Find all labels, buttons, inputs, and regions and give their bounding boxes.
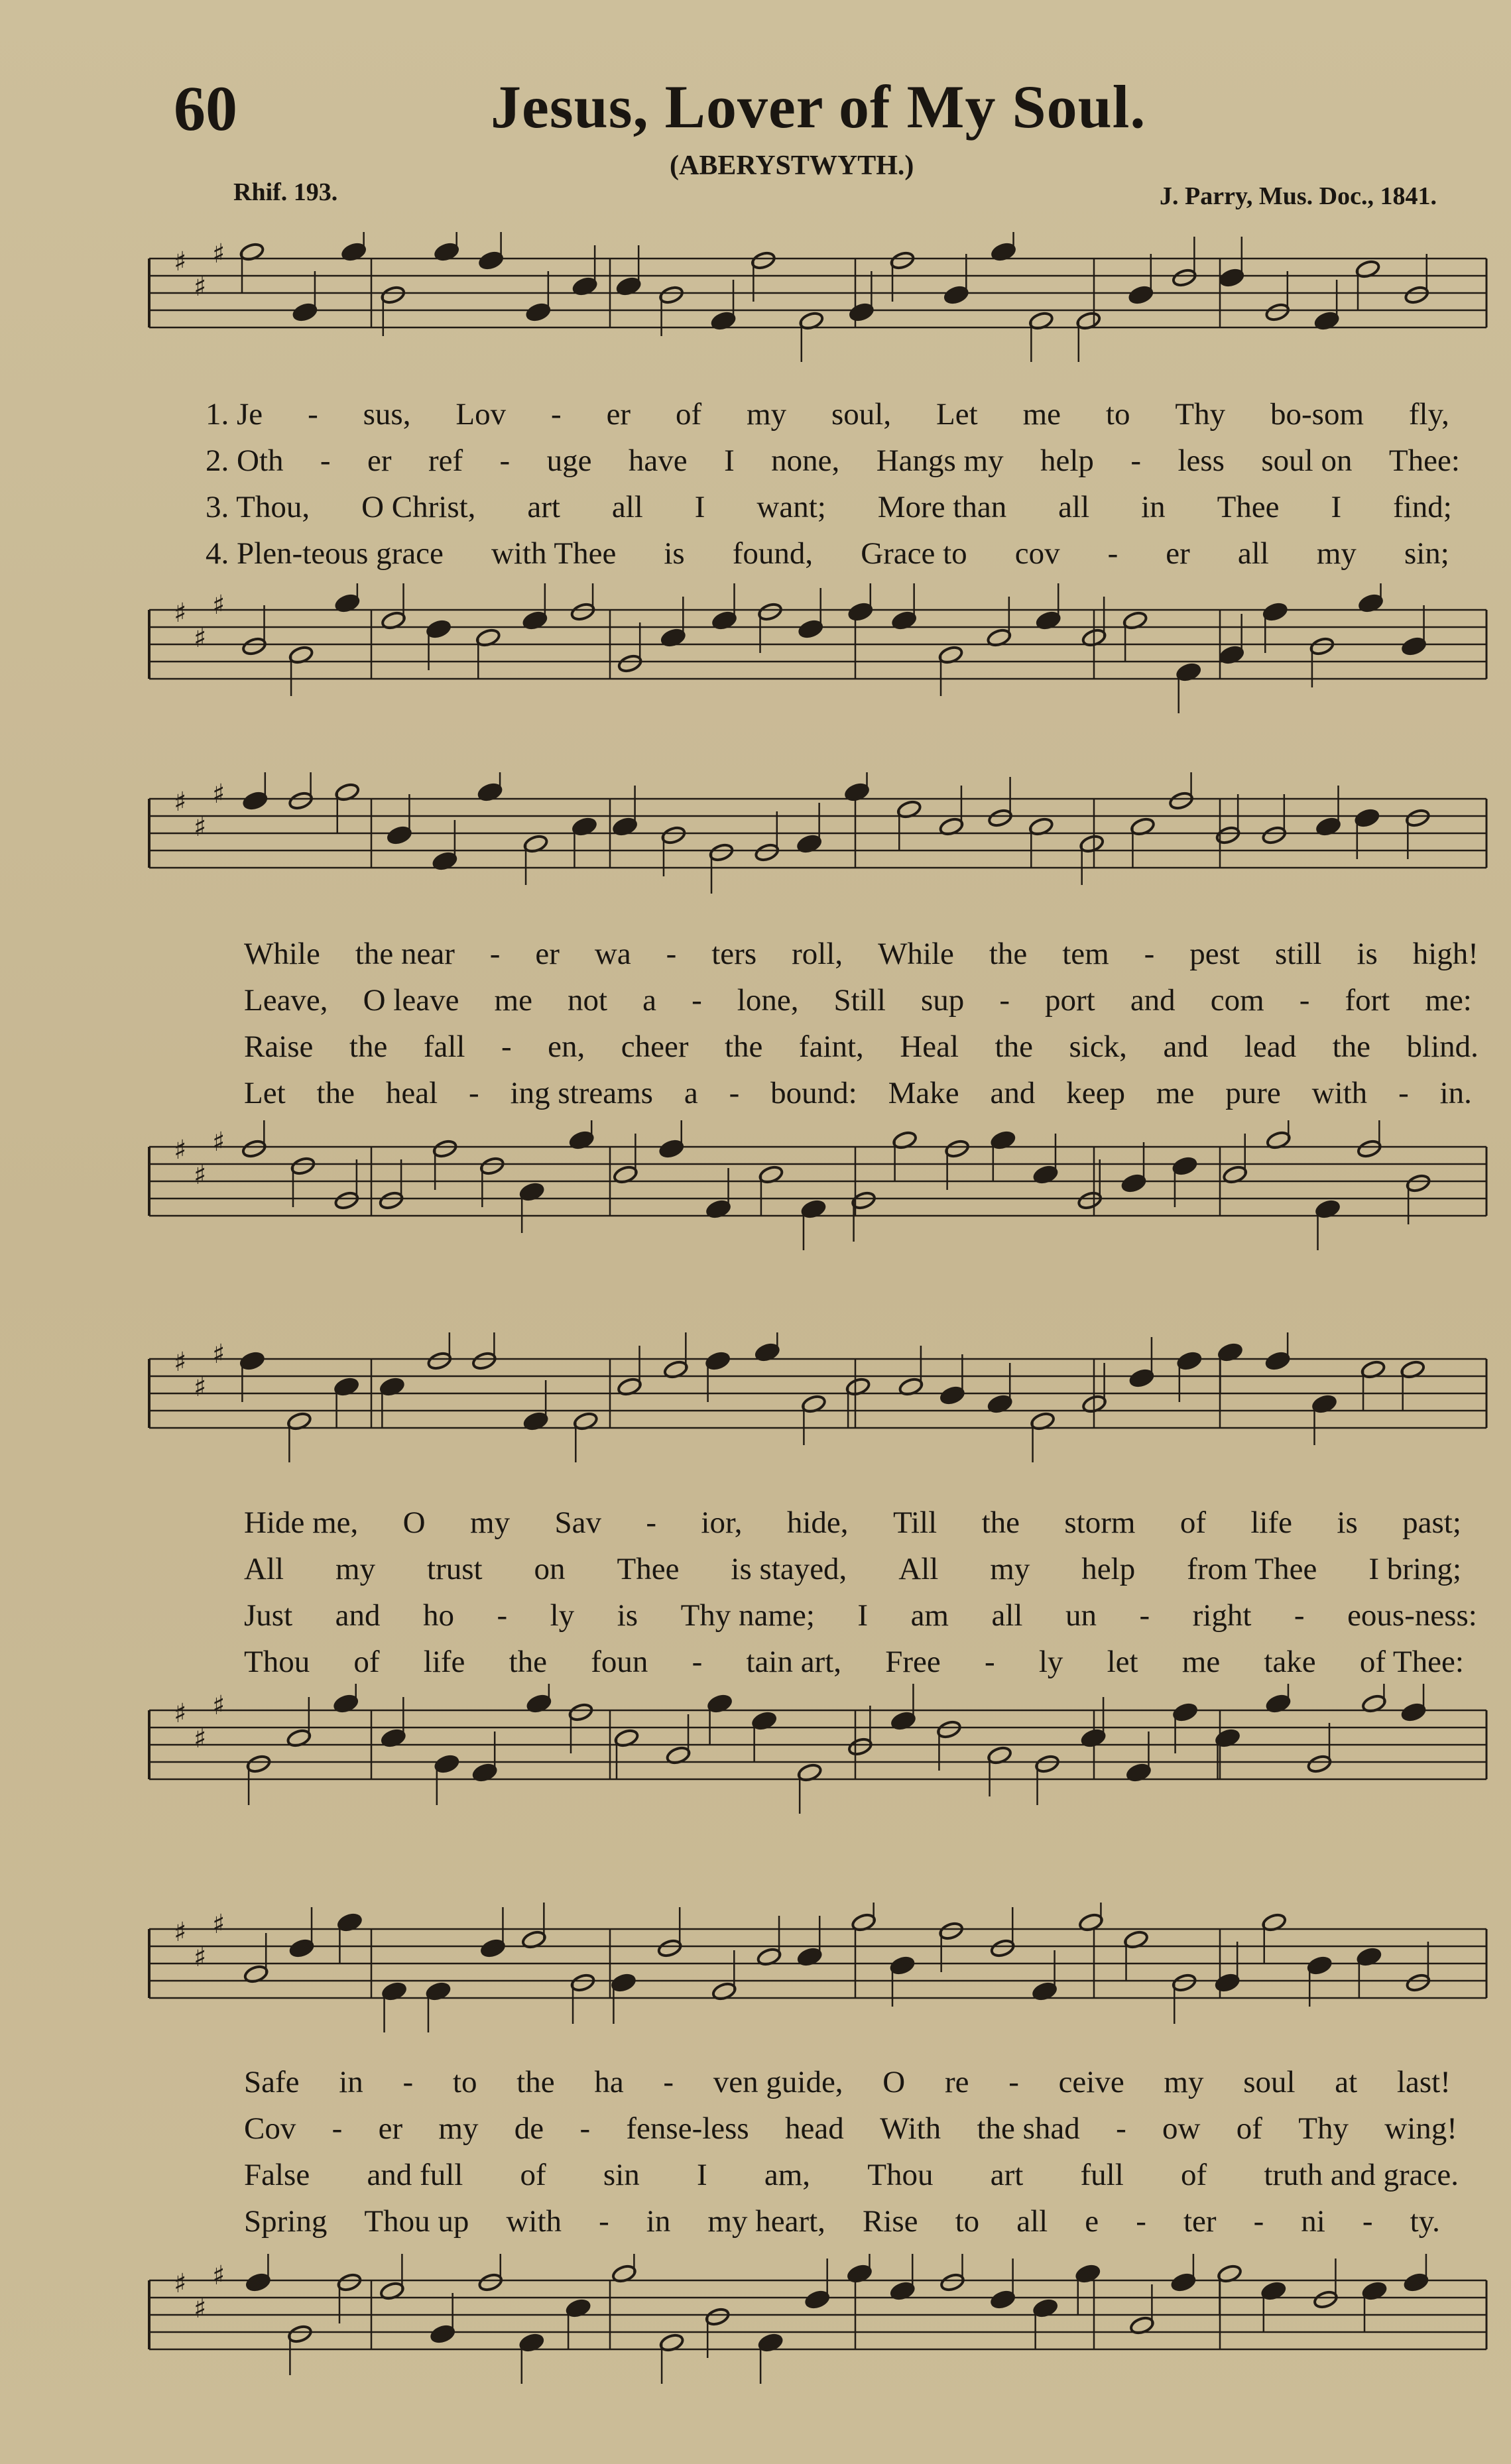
note-heads bbox=[239, 1332, 1425, 1462]
lyric-syllable: - bbox=[501, 1029, 512, 1064]
lyric-syllable: all bbox=[1058, 490, 1090, 524]
bass-staff-3 bbox=[0, 1684, 1511, 1876]
hymn-title: Jesus, Lover of My Soul. bbox=[491, 73, 1146, 141]
lyric-syllable: While bbox=[244, 937, 320, 971]
lyric-syllable: ni bbox=[1301, 2204, 1325, 2239]
lyric-syllable: is stayed, bbox=[731, 1552, 847, 1586]
lyric-syllable: re bbox=[944, 2065, 969, 2099]
staff-lines bbox=[149, 1929, 1486, 1998]
lyric-line-2-4 bbox=[244, 1075, 1472, 1111]
lyric-syllable: sin bbox=[603, 2158, 640, 2192]
lyric-syllable: Grace to bbox=[861, 536, 967, 571]
lyric-syllable: pest bbox=[1189, 937, 1240, 971]
svg-text:♯: ♯ bbox=[212, 590, 225, 620]
lyric-syllable: the bbox=[516, 2065, 555, 2099]
lyric-syllable: right bbox=[1192, 1598, 1252, 1633]
lyric-syllable: - bbox=[999, 983, 1010, 1018]
lyric-syllable: Lov bbox=[455, 397, 507, 432]
lyric-syllable: - bbox=[402, 2065, 414, 2099]
lyric-syllable: a bbox=[642, 983, 656, 1018]
note-heads bbox=[246, 1684, 1427, 1814]
lyric-syllable: False bbox=[244, 2158, 310, 2192]
note-heads bbox=[243, 1903, 1431, 2032]
lyric-syllable: me bbox=[1022, 397, 1061, 432]
lyric-syllable: Just bbox=[244, 1598, 293, 1633]
lyric-syllable: the bbox=[1332, 1029, 1371, 1064]
lyric-syllable: the shad bbox=[977, 2111, 1080, 2146]
lyric-syllable: ly bbox=[1038, 1645, 1063, 1679]
lyric-syllable: - bbox=[1130, 443, 1142, 478]
svg-text:♯: ♯ bbox=[194, 2294, 207, 2324]
lyric-syllable: roll, bbox=[792, 937, 843, 971]
lyric-syllable: to bbox=[955, 2204, 980, 2239]
note-heads bbox=[245, 2254, 1429, 2384]
lyric-syllable: of bbox=[1179, 1505, 1206, 1540]
lyric-syllable: Thee bbox=[617, 1552, 680, 1586]
lyric-syllable: I bbox=[1331, 490, 1342, 524]
lyric-syllable: art bbox=[527, 490, 560, 524]
lyric-syllable: Thy bbox=[1175, 397, 1226, 432]
lyric-syllable: heal bbox=[385, 1076, 438, 1110]
lyric-syllable: and bbox=[335, 1598, 381, 1633]
lyric-line-3-3 bbox=[244, 1598, 1477, 1633]
lyric-syllable: - bbox=[1253, 2204, 1264, 2239]
lyric-syllable: sick, bbox=[1069, 1029, 1127, 1064]
lyric-syllable: and bbox=[990, 1076, 1036, 1110]
lyric-syllable: less bbox=[1178, 443, 1225, 478]
lyric-syllable: and bbox=[1130, 983, 1176, 1018]
lyric-syllable: the bbox=[316, 1076, 355, 1110]
lyric-syllable: - bbox=[1398, 1076, 1409, 1110]
lyric-syllable: O bbox=[882, 2065, 906, 2099]
lyric-syllable: the bbox=[995, 1029, 1033, 1064]
svg-text:♯: ♯ bbox=[194, 1160, 207, 1191]
lyric-syllable: lead bbox=[1244, 1029, 1297, 1064]
lyric-syllable: - bbox=[1136, 2204, 1146, 2239]
lyric-syllable: er bbox=[367, 443, 392, 478]
lyric-syllable: in bbox=[646, 2204, 671, 2239]
lyric-syllable: - bbox=[663, 2065, 674, 2099]
svg-text:♯: ♯ bbox=[174, 787, 187, 817]
lyric-syllable: Thee bbox=[1217, 490, 1280, 524]
lyric-syllable: - bbox=[1008, 2065, 1019, 2099]
lyric-syllable: find; bbox=[1393, 490, 1452, 524]
lyric-syllable: fall bbox=[423, 1029, 465, 1064]
lyric-syllable: at bbox=[1335, 2065, 1358, 2099]
lyric-syllable: ing streams bbox=[510, 1076, 653, 1110]
lyric-syllable: help bbox=[1040, 443, 1094, 478]
lyric-syllable: and bbox=[1163, 1029, 1209, 1064]
lyric-syllable: to bbox=[1105, 397, 1130, 432]
lyric-syllable: Hide me, bbox=[244, 1505, 359, 1540]
lyric-syllable: and full bbox=[367, 2158, 463, 2192]
lyric-syllable: me bbox=[1156, 1076, 1195, 1110]
lyric-syllable: I bring; bbox=[1368, 1552, 1461, 1586]
lyric-syllable: Free bbox=[885, 1645, 941, 1679]
lyric-line-4-2 bbox=[244, 2111, 1457, 2146]
lyric-syllable: er bbox=[378, 2111, 403, 2146]
lyric-syllable: ior, bbox=[701, 1505, 743, 1540]
staff-lines bbox=[149, 610, 1486, 679]
lyric-syllable: Thee: bbox=[1388, 443, 1460, 478]
lyric-syllable: com bbox=[1210, 983, 1264, 1018]
note-heads bbox=[241, 583, 1427, 713]
lyric-syllable: is bbox=[617, 1598, 638, 1633]
lyric-syllable: - bbox=[1116, 2111, 1126, 2146]
lyric-syllable: my bbox=[1316, 536, 1357, 571]
lyric-line-2-2 bbox=[244, 982, 1472, 1018]
lyric-syllable: to bbox=[452, 2065, 477, 2099]
lyric-syllable: I bbox=[857, 1598, 869, 1633]
lyric-syllable: - bbox=[1362, 2204, 1373, 2239]
lyric-syllable: I bbox=[697, 2158, 707, 2192]
svg-text:♯: ♯ bbox=[174, 1698, 187, 1729]
lyric-syllable: ty. bbox=[1410, 2204, 1440, 2239]
lyric-syllable: O Christ, bbox=[361, 490, 476, 524]
lyric-syllable: O leave bbox=[363, 983, 459, 1018]
lyric-syllable: Thy name; bbox=[680, 1598, 815, 1633]
lyric-line-1-4 bbox=[206, 536, 1449, 571]
lyric-syllable: All bbox=[898, 1552, 939, 1586]
lyric-syllable: - bbox=[692, 983, 702, 1018]
lyric-syllable: Hangs my bbox=[876, 443, 1004, 478]
lyric-syllable: of bbox=[520, 2158, 546, 2192]
svg-text:♯: ♯ bbox=[194, 812, 207, 843]
bass-staff-1 bbox=[0, 583, 1511, 736]
lyric-syllable: - bbox=[499, 443, 511, 478]
lyric-syllable: past; bbox=[1402, 1505, 1461, 1540]
treble-staff-2 bbox=[0, 772, 1511, 925]
lyric-syllable: the bbox=[981, 1505, 1020, 1540]
lyric-syllable: ow bbox=[1162, 2111, 1201, 2146]
lyric-syllable: take bbox=[1264, 1645, 1316, 1679]
lyric-syllable: - bbox=[692, 1645, 703, 1679]
lyric-syllable: uge bbox=[546, 443, 592, 478]
lyric-syllable: a bbox=[684, 1076, 698, 1110]
lyric-syllable: soul, bbox=[831, 397, 892, 432]
lyric-syllable: Thou bbox=[867, 2158, 934, 2192]
lyric-syllable: all bbox=[1237, 536, 1269, 571]
svg-text:♯: ♯ bbox=[212, 239, 225, 269]
lyric-syllable: is bbox=[664, 536, 685, 571]
lyric-syllable: Let bbox=[936, 397, 978, 432]
lyric-syllable: my bbox=[438, 2111, 479, 2146]
lyric-syllable: with Thee bbox=[491, 536, 617, 571]
svg-text:♯: ♯ bbox=[212, 779, 225, 809]
lyric-syllable: O bbox=[402, 1505, 426, 1540]
lyric-syllable: ha bbox=[594, 2065, 624, 2099]
lyric-syllable: Sav bbox=[554, 1505, 601, 1540]
lyric-syllable: not bbox=[568, 983, 608, 1018]
lyric-syllable: my bbox=[470, 1505, 511, 1540]
lyric-syllable: me bbox=[494, 983, 532, 1018]
lyric-syllable: of bbox=[1181, 2158, 1207, 2192]
lyric-syllable: the near bbox=[355, 937, 455, 971]
note-heads bbox=[239, 232, 1430, 362]
svg-text:♯: ♯ bbox=[194, 1942, 207, 1973]
lyric-syllable: - bbox=[551, 397, 562, 432]
lyric-syllable: hide, bbox=[786, 1505, 849, 1540]
lyric-line-3-2 bbox=[244, 1551, 1461, 1587]
lyric-syllable: - bbox=[646, 1505, 657, 1540]
lyric-syllable: let bbox=[1107, 1645, 1138, 1679]
svg-text:♯: ♯ bbox=[174, 598, 187, 628]
lyric-syllable: wing! bbox=[1384, 2111, 1457, 2146]
lyric-syllable: - bbox=[469, 1076, 479, 1110]
treble-staff-4 bbox=[0, 1903, 1511, 2062]
lyric-syllable: foun bbox=[591, 1645, 648, 1679]
composer-credit: J. Parry, Mus. Doc., 1841. bbox=[1160, 182, 1437, 210]
lyric-syllable: - bbox=[1294, 1598, 1305, 1633]
lyric-syllable: am, bbox=[764, 2158, 811, 2192]
lyric-syllable: the bbox=[509, 1645, 548, 1679]
lyric-syllable: e bbox=[1085, 2204, 1099, 2239]
lyric-syllable: all bbox=[991, 1598, 1023, 1633]
lyric-syllable: high! bbox=[1412, 937, 1479, 971]
lyric-syllable: with bbox=[506, 2204, 562, 2239]
lyric-syllable: my bbox=[747, 397, 787, 432]
lyric-syllable: on bbox=[534, 1552, 566, 1586]
svg-text:♯: ♯ bbox=[212, 1690, 225, 1721]
lyric-syllable: life bbox=[423, 1645, 465, 1679]
lyric-syllable: of bbox=[1236, 2111, 1262, 2146]
lyric-syllable: Thy bbox=[1298, 2111, 1349, 2146]
lyric-syllable: All bbox=[244, 1552, 284, 1586]
lyric-syllable: trust bbox=[427, 1552, 483, 1586]
lyric-syllable: keep bbox=[1066, 1076, 1126, 1110]
lyric-syllable: - bbox=[579, 2111, 591, 2146]
lyric-syllable: the bbox=[349, 1029, 388, 1064]
bass-staff-4 bbox=[0, 2254, 1511, 2426]
svg-text:♯: ♯ bbox=[212, 1339, 225, 1370]
lyric-syllable: Still bbox=[833, 983, 886, 1018]
hymn-number: 60 bbox=[174, 73, 237, 144]
staff-lines bbox=[149, 2280, 1486, 2349]
lyric-syllable: - bbox=[489, 937, 501, 971]
lyric-syllable: lone, bbox=[737, 983, 799, 1018]
lyric-syllable: - bbox=[1139, 1598, 1150, 1633]
lyric-line-4-1 bbox=[244, 2064, 1451, 2100]
lyric-syllable: tem bbox=[1062, 937, 1109, 971]
lyric-syllable: Safe bbox=[244, 2065, 300, 2099]
lyric-syllable: bo-som bbox=[1270, 397, 1364, 432]
lyric-syllable: the bbox=[725, 1029, 763, 1064]
lyric-syllable: - bbox=[984, 1645, 995, 1679]
lyric-syllable: - bbox=[308, 397, 318, 432]
lyric-syllable: cheer bbox=[621, 1029, 689, 1064]
lyric-syllable: Thou bbox=[244, 1645, 310, 1679]
lyric-syllable: - bbox=[729, 1076, 740, 1110]
lyric-syllable: with bbox=[1311, 1076, 1368, 1110]
lyric-syllable: With bbox=[880, 2111, 941, 2146]
lyric-syllable: my bbox=[1164, 2065, 1204, 2099]
lyric-syllable: ceive bbox=[1058, 2065, 1124, 2099]
svg-text:♯: ♯ bbox=[174, 1347, 187, 1378]
lyric-syllable: all bbox=[611, 490, 643, 524]
lyric-syllable: - bbox=[599, 2204, 609, 2239]
meter-reference: Rhif. 193. bbox=[233, 178, 338, 206]
lyric-syllable: Heal bbox=[900, 1029, 959, 1064]
lyric-syllable: is bbox=[1357, 937, 1378, 971]
lyric-syllable: still bbox=[1274, 937, 1322, 971]
lyric-syllable: - bbox=[497, 1598, 508, 1633]
lyric-syllable: I bbox=[724, 443, 735, 478]
lyric-syllable: my bbox=[990, 1552, 1030, 1586]
note-heads bbox=[241, 1120, 1431, 1250]
lyric-syllable: - bbox=[1299, 983, 1310, 1018]
lyric-syllable: truth and grace. bbox=[1264, 2158, 1459, 2192]
lyric-syllable: - bbox=[320, 443, 331, 478]
svg-text:♯: ♯ bbox=[174, 247, 187, 277]
lyric-syllable: help bbox=[1081, 1552, 1136, 1586]
lyric-syllable: art bbox=[990, 2158, 1024, 2192]
treble-staff-1 bbox=[0, 232, 1511, 378]
lyric-line-2-3 bbox=[244, 1029, 1479, 1065]
lyric-syllable: found, bbox=[732, 536, 814, 571]
lyric-syllable: soul bbox=[1243, 2065, 1296, 2099]
lyric-syllable: cov bbox=[1014, 536, 1060, 571]
lyric-syllable: from Thee bbox=[1187, 1552, 1317, 1586]
lyric-syllable: - bbox=[1144, 937, 1155, 971]
lyric-line-1-1 bbox=[206, 396, 1449, 432]
lyric-syllable: bound: bbox=[770, 1076, 857, 1110]
lyric-syllable: full bbox=[1080, 2158, 1124, 2192]
lyric-syllable: More than bbox=[877, 490, 1007, 524]
lyric-syllable: port bbox=[1045, 983, 1095, 1018]
lyric-syllable: in bbox=[1141, 490, 1166, 524]
lyric-line-1-3 bbox=[206, 489, 1452, 525]
lyric-syllable: fense-less bbox=[626, 2111, 749, 2146]
lyric-syllable: my heart, bbox=[707, 2204, 825, 2239]
lyric-syllable: fly, bbox=[1408, 397, 1449, 432]
lyric-syllable: Thou up bbox=[364, 2204, 469, 2239]
lyric-syllable: 1. Je bbox=[206, 397, 263, 432]
lyric-syllable: me bbox=[1181, 1645, 1221, 1679]
lyric-syllable: de bbox=[514, 2111, 544, 2146]
svg-text:♯: ♯ bbox=[212, 1127, 225, 1157]
lyric-syllable: er bbox=[606, 397, 631, 432]
lyric-syllable: the bbox=[989, 937, 1028, 971]
treble-staff-3 bbox=[0, 1332, 1511, 1492]
lyric-syllable: Let bbox=[244, 1076, 286, 1110]
lyric-syllable: is bbox=[1337, 1505, 1358, 1540]
lyric-syllable: 2. Oth bbox=[206, 443, 284, 478]
lyric-syllable: - bbox=[332, 2111, 343, 2146]
lyric-syllable: pure bbox=[1225, 1076, 1281, 1110]
lyric-syllable: wa bbox=[594, 937, 631, 971]
lyric-syllable: Spring bbox=[244, 2204, 328, 2239]
svg-text:♯: ♯ bbox=[194, 623, 207, 654]
lyric-syllable: I bbox=[694, 490, 705, 524]
lyric-syllable: sus, bbox=[363, 397, 411, 432]
lyric-syllable: Cov bbox=[244, 2111, 296, 2146]
svg-text:♯: ♯ bbox=[194, 1724, 207, 1754]
lyric-syllable: un bbox=[1065, 1598, 1097, 1633]
lyric-syllable: of bbox=[675, 397, 702, 432]
lyric-syllable: soul on bbox=[1261, 443, 1353, 478]
lyric-syllable: er bbox=[535, 937, 560, 971]
lyric-line-4-4 bbox=[244, 2203, 1440, 2239]
svg-text:♯: ♯ bbox=[174, 1917, 187, 1948]
svg-text:♯: ♯ bbox=[212, 1909, 225, 1940]
svg-text:♯: ♯ bbox=[194, 272, 207, 302]
lyric-syllable: Rise bbox=[862, 2204, 918, 2239]
bass-staff-2 bbox=[0, 1120, 1511, 1319]
lyric-syllable: sin; bbox=[1404, 536, 1449, 571]
lyric-syllable: all bbox=[1016, 2204, 1048, 2239]
svg-text:♯: ♯ bbox=[174, 2268, 187, 2299]
lyric-syllable: storm bbox=[1064, 1505, 1136, 1540]
lyric-syllable: last! bbox=[1396, 2065, 1451, 2099]
lyric-syllable: Raise bbox=[244, 1029, 314, 1064]
lyric-syllable: ho bbox=[423, 1598, 455, 1633]
lyric-syllable: in. bbox=[1439, 1076, 1472, 1110]
lyric-syllable: faint, bbox=[798, 1029, 864, 1064]
lyric-syllable: Leave, bbox=[244, 983, 328, 1018]
staff-lines bbox=[149, 259, 1486, 327]
svg-text:♯: ♯ bbox=[194, 1372, 207, 1403]
lyric-syllable: en, bbox=[548, 1029, 585, 1064]
lyric-syllable: ven guide, bbox=[713, 2065, 843, 2099]
lyric-syllable: blind. bbox=[1406, 1029, 1479, 1064]
lyric-line-4-3 bbox=[244, 2157, 1459, 2193]
lyric-syllable: While bbox=[878, 937, 954, 971]
lyric-syllable: - bbox=[666, 937, 677, 971]
lyric-syllable: of Thee: bbox=[1359, 1645, 1464, 1679]
lyric-syllable: want; bbox=[756, 490, 826, 524]
lyric-syllable: ters bbox=[711, 937, 757, 971]
lyric-syllable: tain art, bbox=[746, 1645, 842, 1679]
lyric-syllable: 3. Thou, bbox=[206, 490, 310, 524]
lyric-syllable: er bbox=[1166, 536, 1190, 571]
lyric-syllable: ref bbox=[428, 443, 463, 478]
lyric-syllable: me: bbox=[1425, 983, 1472, 1018]
svg-text:♯: ♯ bbox=[174, 1135, 187, 1165]
lyric-syllable: sup bbox=[920, 983, 965, 1018]
lyric-syllable: have bbox=[628, 443, 688, 478]
staff-lines bbox=[149, 1710, 1486, 1779]
lyric-syllable: head bbox=[785, 2111, 844, 2146]
lyric-syllable: my bbox=[335, 1552, 376, 1586]
lyric-syllable: of bbox=[353, 1645, 380, 1679]
lyric-syllable: eous-ness: bbox=[1347, 1598, 1477, 1633]
lyric-syllable: - bbox=[1107, 536, 1118, 571]
svg-text:♯: ♯ bbox=[212, 2260, 225, 2291]
lyric-line-3-1 bbox=[244, 1505, 1461, 1541]
lyric-syllable: none, bbox=[771, 443, 840, 478]
lyric-syllable: Make bbox=[888, 1076, 959, 1110]
lyric-line-3-4 bbox=[244, 1644, 1464, 1680]
lyric-syllable: 4. Plen-teous grace bbox=[206, 536, 444, 571]
lyric-syllable: fort bbox=[1345, 983, 1390, 1018]
tune-name: (ABERYSTWYTH.) bbox=[670, 150, 914, 181]
lyric-line-2-1 bbox=[244, 936, 1479, 972]
lyric-syllable: ly bbox=[550, 1598, 575, 1633]
lyric-syllable: ter bbox=[1183, 2204, 1217, 2239]
lyric-syllable: in bbox=[339, 2065, 363, 2099]
lyric-syllable: life bbox=[1250, 1505, 1293, 1540]
lyric-line-1-2 bbox=[206, 443, 1460, 479]
lyric-syllable: am bbox=[910, 1598, 949, 1633]
lyric-syllable: Till bbox=[892, 1505, 937, 1540]
